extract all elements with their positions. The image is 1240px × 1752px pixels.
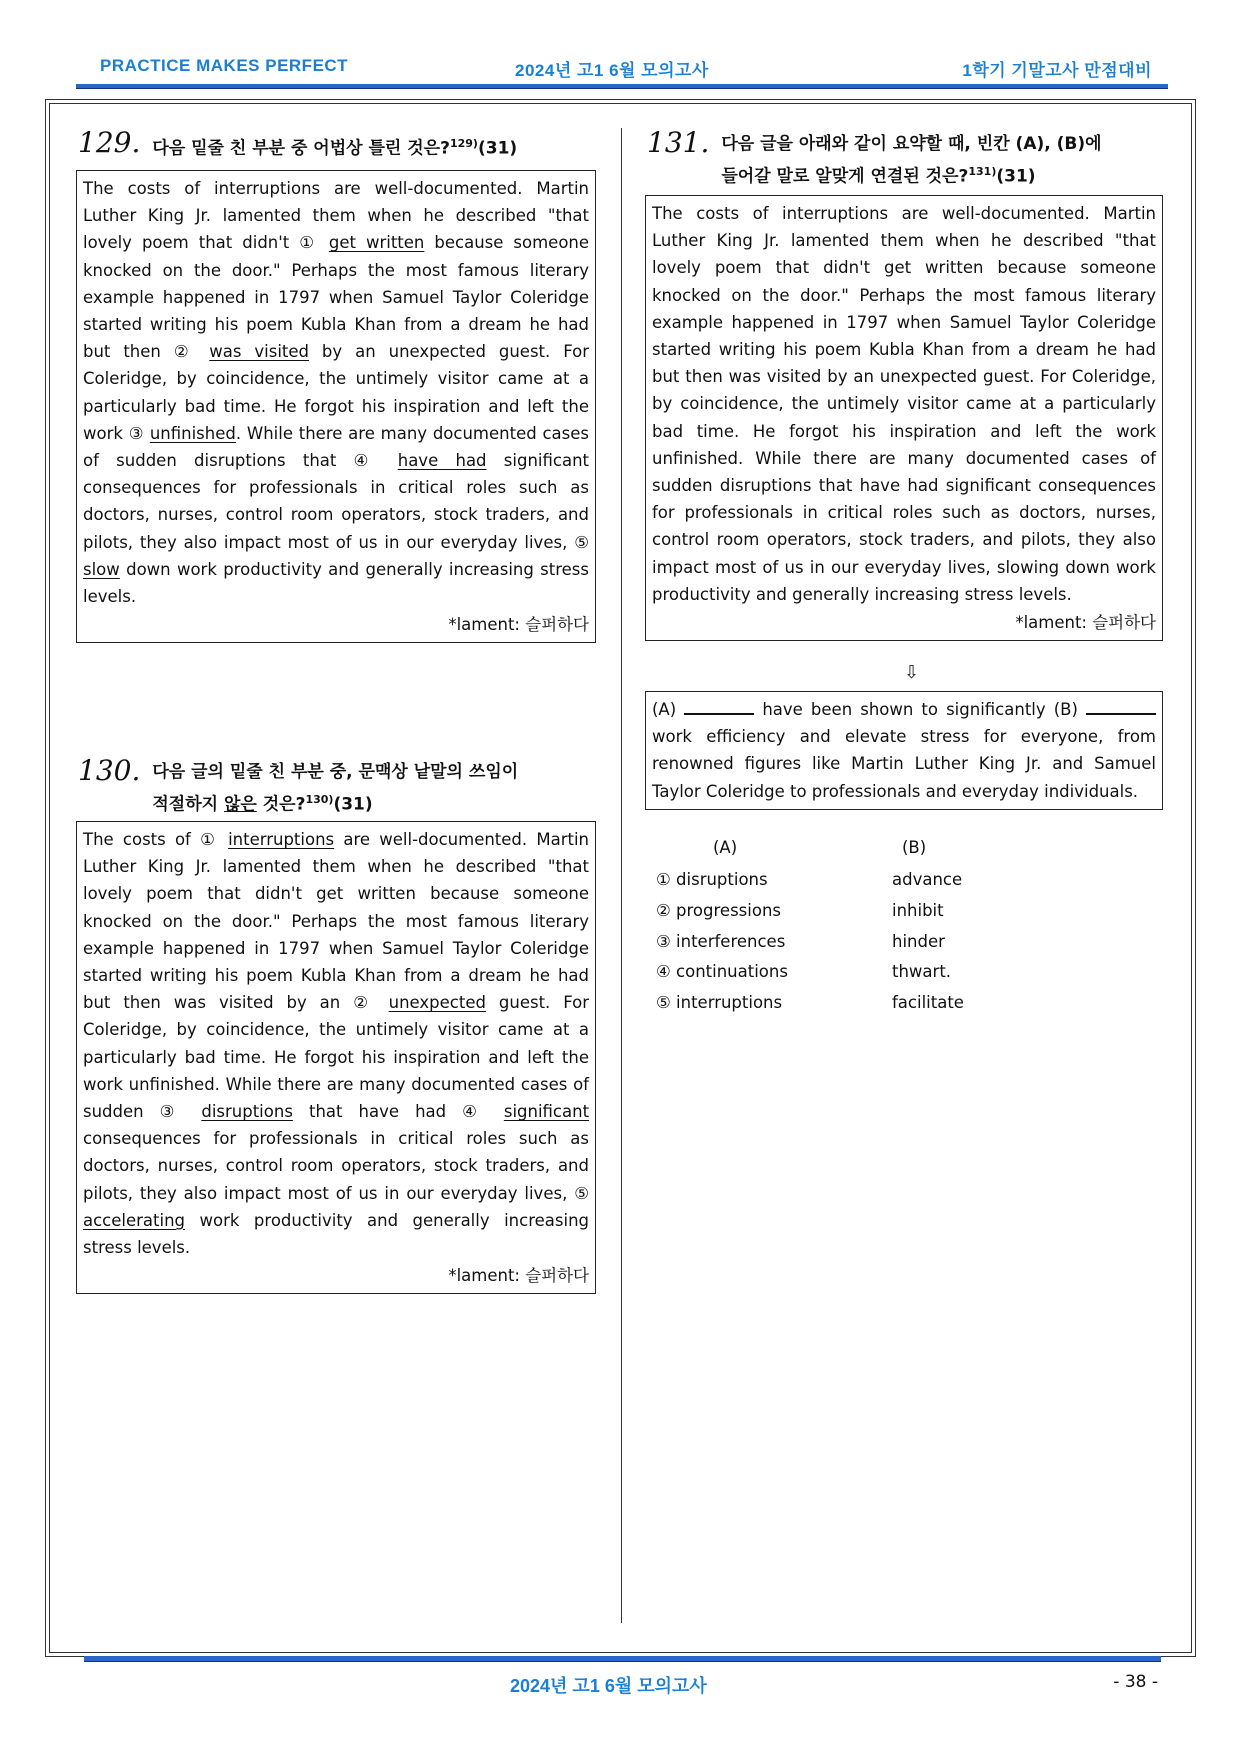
q129-heading <box>78 128 608 163</box>
q131-footnote: *lament: 슬퍼하다 <box>1015 613 1156 633</box>
q131-number: 131. <box>647 126 710 159</box>
q129-footnote: *lament: 슬퍼하다 <box>448 615 589 635</box>
header-exam-title: 2024년 고1 6월 모의고사 <box>515 61 709 80</box>
q129-number: 129. <box>78 126 141 159</box>
q130-underline-5: accelerating <box>83 1210 186 1230</box>
header-left-title: PRACTICE MAKES PERFECT <box>100 56 349 75</box>
q131-summary-box: (A) have been shown to significantly (B) work efficiency and elevate stress for everyone, from renowned figures like Martin Luther King Jr. and Samuel Taylor Coleridge to professionals and everyday individuals. <box>645 691 1163 810</box>
footer-rule <box>84 1656 1161 1662</box>
column-divider <box>621 128 622 1623</box>
marker-3: ③ <box>128 423 145 443</box>
q130-footnote: *lament: 슬퍼하다 <box>448 1266 589 1286</box>
q129-underline-4: have had <box>397 451 487 471</box>
blank-a <box>684 699 754 715</box>
q131-passage: The costs of interruptions are well-documented. Martin Luther King Jr. lamented them when he described "that lovely poem that didn't get written because someone knocked on the door." Perhaps the most famous literary example happened in 1797 when Samuel Taylor Coleridge started writing his poem Kubla Khan from a dream he had but then was visited by an unexpected guest. For Coleridge, by coincidence, the untimely visitor came at a particularly bad time. He forgot his inspiration and left the work unfinished. While there are many documented cases of sudden disruptions that have had significant consequences for professionals in critical roles such as doctors, nurses, control room operators, stock traders, and pilots, they also impact most of us in our everyday lives, slowing down work productivity and generally increasing stress levels. *lament: 슬퍼하다 <box>645 195 1163 641</box>
q129-prompt: 다음 밑줄 친 부분 중 어법상 틀린 것은?$^{129)}$(31) <box>152 137 518 159</box>
blank-b <box>1086 699 1156 715</box>
header-rule <box>76 84 1168 89</box>
marker-2: ② <box>173 342 197 362</box>
q130-underline-4: significant <box>503 1102 590 1122</box>
page-number: - 38 - <box>1113 1672 1158 1692</box>
q130-underline-2: unexpected <box>388 993 486 1013</box>
q130-heading <box>78 756 608 819</box>
q129-underline-5: slow <box>83 559 120 579</box>
marker-5: ⑤ <box>574 532 589 552</box>
q129-underline-2: was visited <box>209 342 309 362</box>
footer-exam-title: 2024년 고1 6월 모의고사 <box>510 1676 707 1696</box>
option-2[interactable]: ② progressions inhibit <box>656 901 944 920</box>
option-3[interactable]: ③ interferences hinder <box>656 932 945 951</box>
q131-prompt: 다음 글을 아래와 같이 요약할 때, 빈칸 (A), (B)에 들어갈 말로 알맞게 연결된 것은?$^{131)}$(31) <box>721 134 1102 187</box>
q129-passage: The costs of interruptions are well-documented. Martin Luther King Jr. lamented them when he described "that lovely poem that didn't ① get written because someone knocked on the door." Perhaps the most famous literary example happened in 1797 when Samuel Taylor Coleridge started writing his poem Kubla Khan from a dream he had but then ② was visited by an unexpected guest. For Coleridge, by coincidence, the untimely visitor came at a particularly bad time. He forgot his inspiration and left the work ③ unfinished. While there are many documented cases of sudden disruptions that ④ have had significant consequences for professionals in critical roles such as doctors, nurses, control room operators, stock traders, and pilots, they also impact most of us in our everyday lives, ⑤ slow down work productivity and generally increasing stress levels. *lament: 슬퍼하다 <box>76 170 596 643</box>
q130-prompt: 다음 글의 밑줄 친 부분 중, 문맥상 낱말의 쓰임이 적절하지 않은 것은?$^{130)}$(31) <box>152 762 519 815</box>
marker-4: ④ <box>353 451 381 471</box>
q130-passage: The costs of ① interruptions are well-documented. Martin Luther King Jr. lamented them when he described "that lovely poem that didn't get written because someone knocked on the door." Perhaps the most famous literary example happened in 1797 when Samuel Taylor Coleridge started writing his poem Kubla Khan from a dream he had but then was visited by an ② unexpected guest. For Coleridge, by coincidence, the untimely visitor came at a particularly bad time. He forgot his inspiration and left the work unfinished. While there are many documented cases of sudden ③ disruptions that have had ④ significant consequences for professionals in critical roles such as doctors, nurses, control room operators, stock traders, and pilots, they also impact most of us in our everyday lives, ⑤ accelerating work productivity and generally increasing stress levels. *lament: 슬퍼하다 <box>76 821 596 1294</box>
option-5[interactable]: ⑤ interruptions facilitate <box>656 993 964 1012</box>
options-header-a: (A) <box>713 838 738 857</box>
option-4[interactable]: ④ continuations thwart. <box>656 962 952 981</box>
header-right-title: 1학기 기말고사 만점대비 <box>962 61 1152 80</box>
marker-1: ① <box>299 233 319 253</box>
down-arrow-icon: ⇩ <box>904 662 920 683</box>
q129-underline-1: get written <box>328 233 425 253</box>
option-1[interactable]: ① disruptions advance <box>656 870 963 889</box>
q129-underline-3: unfinished <box>149 423 236 443</box>
options-header-b: (B) <box>902 838 927 857</box>
q130-number: 130. <box>78 754 141 787</box>
q131-heading <box>647 128 1167 191</box>
q130-underline-1: interruptions <box>228 830 335 849</box>
q130-underline-3: disruptions <box>201 1102 293 1122</box>
